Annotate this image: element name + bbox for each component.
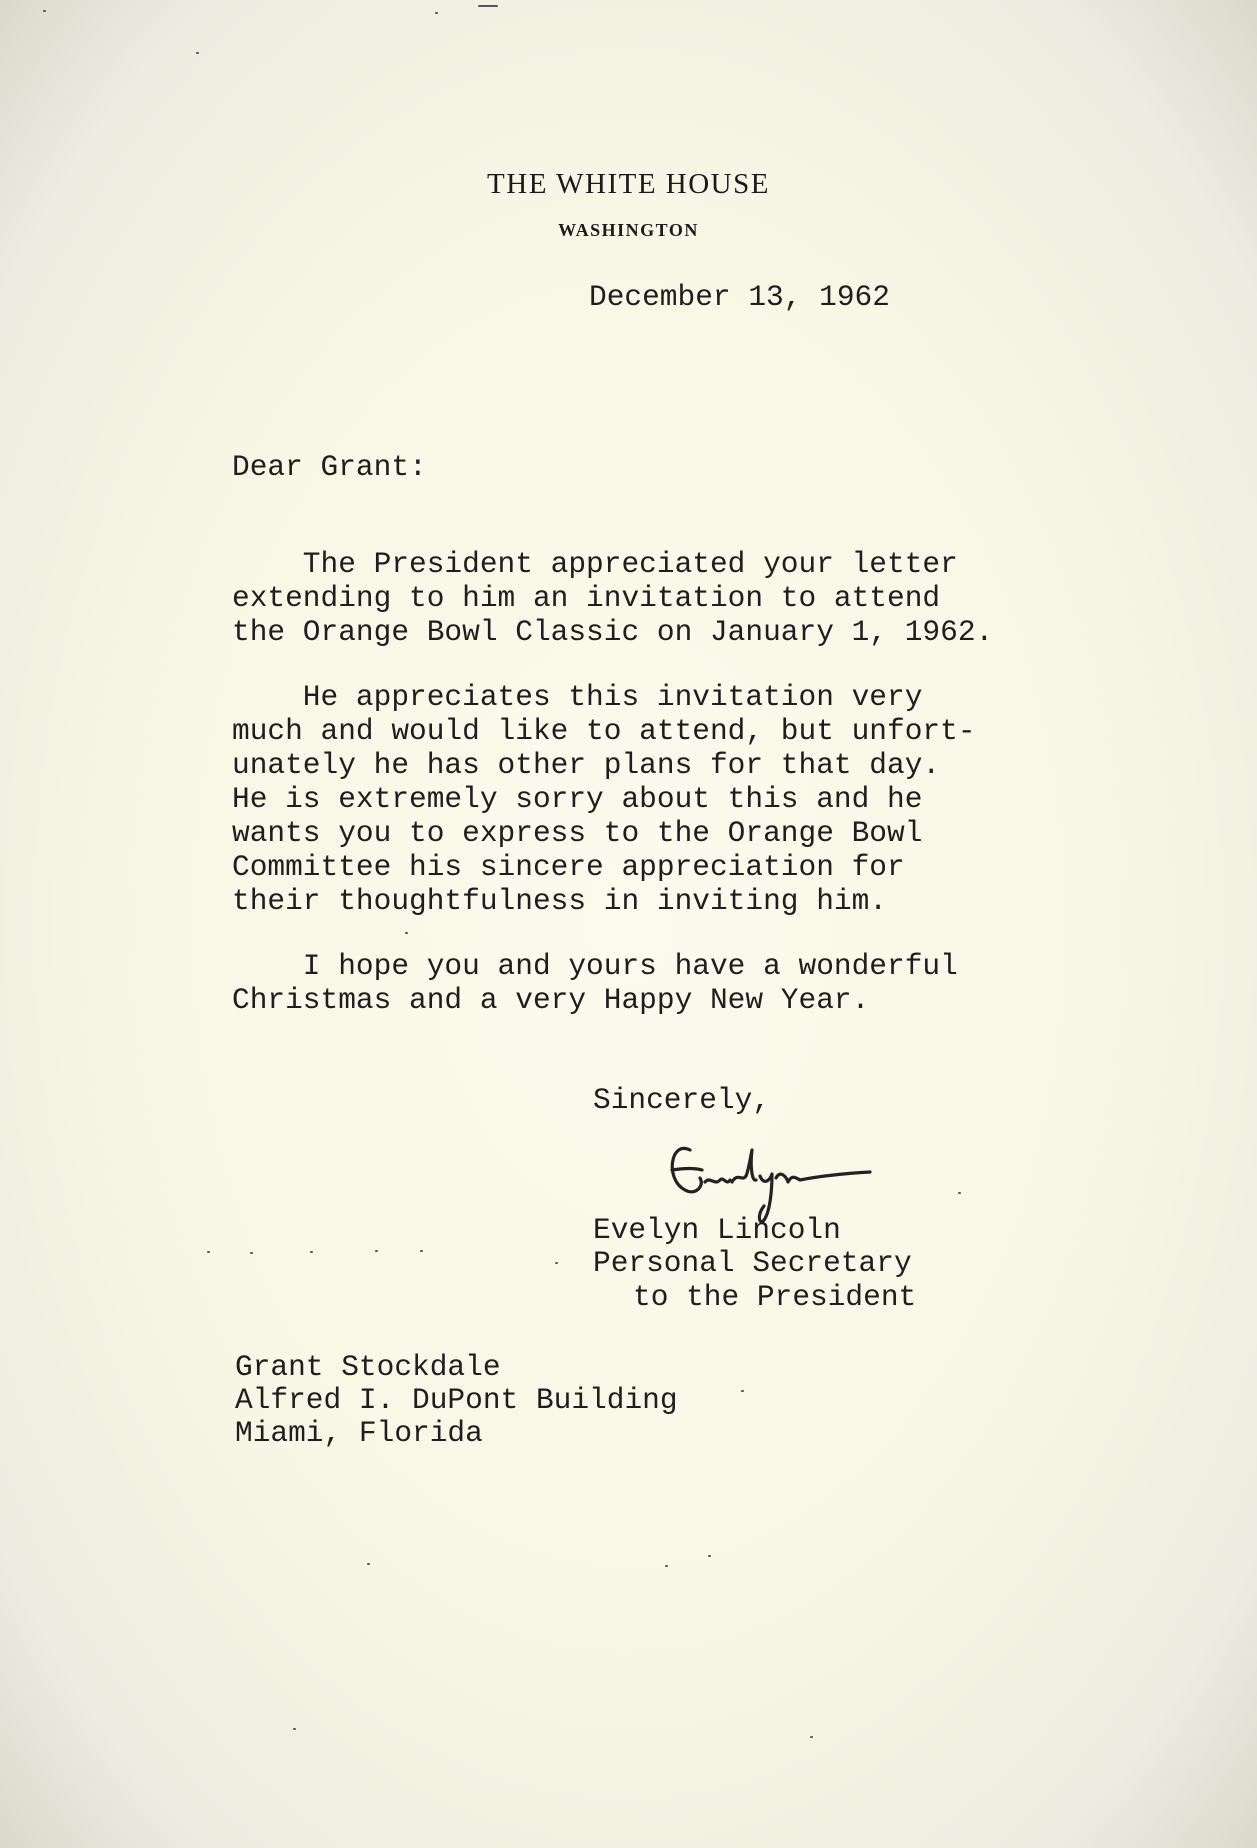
signer-title-line-2: to the President [633, 1280, 917, 1314]
paper-speck [405, 932, 408, 934]
paper-speck [367, 1563, 370, 1565]
paper-speck [420, 1250, 423, 1252]
body-paragraph-2: He appreciates this invitation very much and would like to attend, but unfort- unately he has other plans for that day. He is extremely sorry about this and he wants you to express to the Orange Bowl Committee his sincere appreciation for their thoughtfulness in inviting him. [232, 680, 976, 918]
recipient-building: Alfred I. DuPont Building [235, 1383, 678, 1417]
paper-speck [708, 1555, 711, 1557]
recipient-city: Miami, Florida [235, 1416, 483, 1450]
paper-speck [250, 1252, 253, 1254]
paper-speck [665, 1565, 668, 1567]
recipient-name: Grant Stockdale [235, 1350, 501, 1384]
paper-speck [207, 1251, 210, 1253]
salutation: Dear Grant: [232, 450, 427, 484]
paper-speck [293, 1728, 296, 1730]
paper-speck [435, 12, 438, 14]
paper-speck [375, 1250, 378, 1252]
body-paragraph-1: The President appreciated your letter extending to him an invitation to attend the Orange Bowl Classic on January 1, 1962. [232, 547, 994, 649]
signer-name: Evelyn Lincoln [593, 1213, 841, 1247]
body-paragraph-3: I hope you and yours have a wonderful Christmas and a very Happy New Year. [232, 949, 958, 1017]
letterhead-title: THE WHITE HOUSE [487, 168, 770, 200]
paper-speck [310, 1251, 313, 1253]
paper-speck [555, 1262, 558, 1264]
paper-speck [741, 1390, 744, 1392]
letterhead-location: WASHINGTON [558, 220, 699, 240]
letter-date: December 13, 1962 [589, 280, 890, 314]
paper-speck [478, 5, 498, 7]
paper-speck [196, 52, 199, 54]
paper-speck [958, 1192, 961, 1194]
paper-speck [810, 1736, 813, 1738]
paper-speck [43, 10, 46, 12]
signer-title-line-1: Personal Secretary [593, 1246, 912, 1280]
closing: Sincerely, [593, 1083, 771, 1117]
